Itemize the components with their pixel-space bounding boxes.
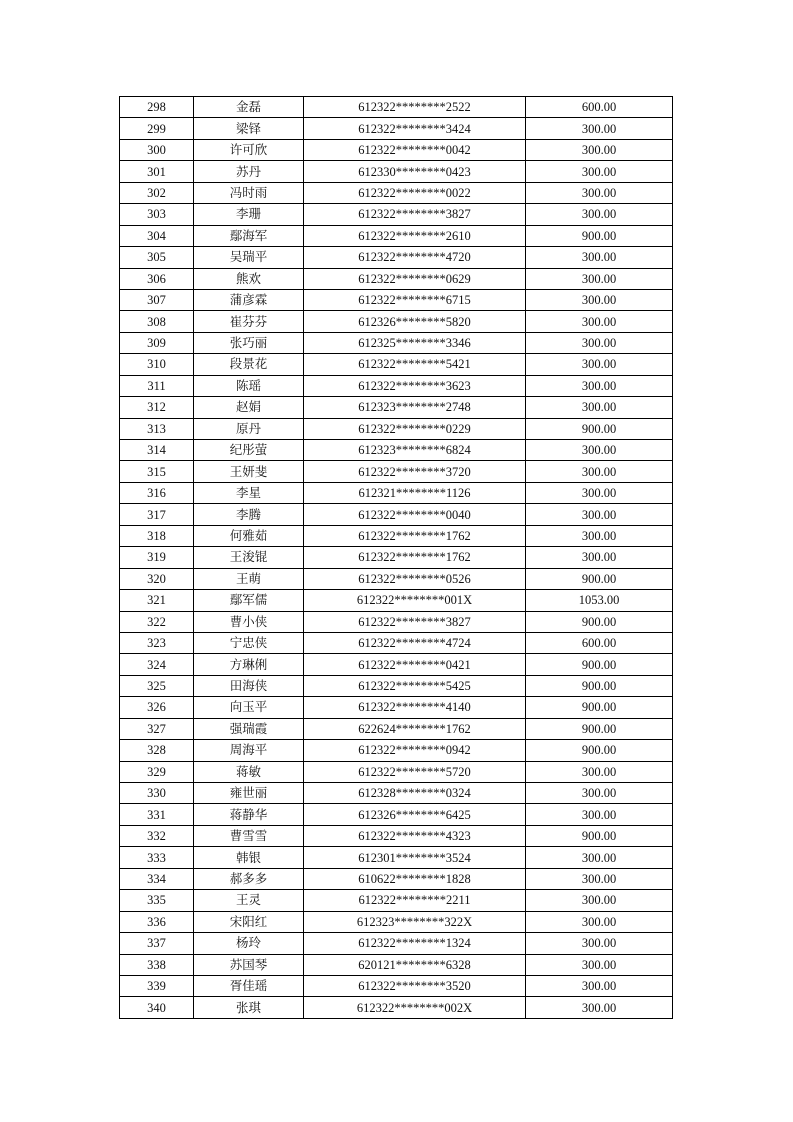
amount-cell: 300.00	[526, 461, 673, 482]
name-cell: 段景花	[194, 354, 304, 375]
name-cell: 冯时雨	[194, 182, 304, 203]
table-row	[120, 825, 673, 846]
amount-cell: 600.00	[526, 97, 673, 118]
table-row	[120, 418, 673, 439]
table-row	[120, 139, 673, 160]
table-row	[120, 847, 673, 868]
table-row	[120, 525, 673, 546]
table-row	[120, 204, 673, 225]
name-cell: 苏丹	[194, 161, 304, 182]
row-number-cell: 307	[120, 289, 194, 310]
amount-cell: 900.00	[526, 568, 673, 589]
name-cell: 张琪	[194, 997, 304, 1018]
table-row	[120, 118, 673, 139]
amount-cell: 900.00	[526, 740, 673, 761]
table-row	[120, 804, 673, 825]
row-number-cell: 310	[120, 354, 194, 375]
row-number-cell: 302	[120, 182, 194, 203]
table-row	[120, 740, 673, 761]
amount-cell: 300.00	[526, 375, 673, 396]
table-row	[120, 440, 673, 461]
table-row	[120, 375, 673, 396]
row-number-cell: 338	[120, 954, 194, 975]
name-cell: 何雅茹	[194, 525, 304, 546]
name-cell: 熊欢	[194, 268, 304, 289]
id-number-cell: 612322********0040	[304, 504, 526, 525]
name-cell: 王萌	[194, 568, 304, 589]
amount-cell: 1053.00	[526, 590, 673, 611]
row-number-cell: 312	[120, 397, 194, 418]
id-number-cell: 612322********0229	[304, 418, 526, 439]
roster-table	[119, 96, 673, 1019]
row-number-cell: 318	[120, 525, 194, 546]
id-number-cell: 612322********0022	[304, 182, 526, 203]
id-number-cell: 612322********5720	[304, 761, 526, 782]
name-cell: 宋阳红	[194, 911, 304, 932]
id-number-cell: 612322********0042	[304, 139, 526, 160]
row-number-cell: 321	[120, 590, 194, 611]
row-number-cell: 309	[120, 332, 194, 353]
amount-cell: 300.00	[526, 890, 673, 911]
amount-cell: 900.00	[526, 611, 673, 632]
id-number-cell: 612322********0942	[304, 740, 526, 761]
row-number-cell: 308	[120, 311, 194, 332]
row-number-cell: 339	[120, 975, 194, 996]
amount-cell: 900.00	[526, 825, 673, 846]
table-row	[120, 161, 673, 182]
amount-cell: 300.00	[526, 289, 673, 310]
row-number-cell: 335	[120, 890, 194, 911]
id-number-cell: 612322********3720	[304, 461, 526, 482]
name-cell: 吴瑞平	[194, 247, 304, 268]
name-cell: 张巧丽	[194, 332, 304, 353]
table-row	[120, 975, 673, 996]
roster-table-body	[120, 97, 673, 1019]
id-number-cell: 612323********6824	[304, 440, 526, 461]
row-number-cell: 299	[120, 118, 194, 139]
name-cell: 王浚锟	[194, 547, 304, 568]
id-number-cell: 612328********0324	[304, 783, 526, 804]
row-number-cell: 332	[120, 825, 194, 846]
name-cell: 蒋敏	[194, 761, 304, 782]
id-number-cell: 612301********3524	[304, 847, 526, 868]
amount-cell: 300.00	[526, 783, 673, 804]
amount-cell: 900.00	[526, 654, 673, 675]
row-number-cell: 337	[120, 933, 194, 954]
table-row	[120, 718, 673, 739]
name-cell: 鄢军儒	[194, 590, 304, 611]
table-row	[120, 97, 673, 118]
name-cell: 曹小侠	[194, 611, 304, 632]
id-number-cell: 612322********3424	[304, 118, 526, 139]
id-number-cell: 612322********4720	[304, 247, 526, 268]
amount-cell: 300.00	[526, 440, 673, 461]
id-number-cell: 610622********1828	[304, 868, 526, 889]
id-number-cell: 612322********1762	[304, 525, 526, 546]
id-number-cell: 612326********5820	[304, 311, 526, 332]
name-cell: 王灵	[194, 890, 304, 911]
name-cell: 郝多多	[194, 868, 304, 889]
name-cell: 周海平	[194, 740, 304, 761]
amount-cell: 300.00	[526, 975, 673, 996]
row-number-cell: 330	[120, 783, 194, 804]
name-cell: 杨玲	[194, 933, 304, 954]
amount-cell: 300.00	[526, 397, 673, 418]
id-number-cell: 612322********0421	[304, 654, 526, 675]
table-row	[120, 911, 673, 932]
row-number-cell: 320	[120, 568, 194, 589]
row-number-cell: 298	[120, 97, 194, 118]
name-cell: 许可欣	[194, 139, 304, 160]
name-cell: 原丹	[194, 418, 304, 439]
name-cell: 向玉平	[194, 697, 304, 718]
amount-cell: 300.00	[526, 161, 673, 182]
id-number-cell: 612322********2610	[304, 225, 526, 246]
amount-cell: 300.00	[526, 804, 673, 825]
amount-cell: 300.00	[526, 311, 673, 332]
row-number-cell: 315	[120, 461, 194, 482]
id-number-cell: 612322********002X	[304, 997, 526, 1018]
table-row	[120, 568, 673, 589]
name-cell: 蒋静华	[194, 804, 304, 825]
row-number-cell: 324	[120, 654, 194, 675]
name-cell: 陈瑶	[194, 375, 304, 396]
name-cell: 蒲彦霖	[194, 289, 304, 310]
row-number-cell: 325	[120, 675, 194, 696]
name-cell: 赵娟	[194, 397, 304, 418]
id-number-cell: 612322********3520	[304, 975, 526, 996]
table-row	[120, 397, 673, 418]
name-cell: 李珊	[194, 204, 304, 225]
id-number-cell: 612322********3827	[304, 204, 526, 225]
amount-cell: 300.00	[526, 504, 673, 525]
amount-cell: 300.00	[526, 847, 673, 868]
amount-cell: 300.00	[526, 525, 673, 546]
id-number-cell: 612323********2748	[304, 397, 526, 418]
table-row	[120, 289, 673, 310]
table-row	[120, 675, 673, 696]
table-row	[120, 761, 673, 782]
id-number-cell: 612321********1126	[304, 482, 526, 503]
id-number-cell: 612322********0526	[304, 568, 526, 589]
row-number-cell: 301	[120, 161, 194, 182]
amount-cell: 300.00	[526, 954, 673, 975]
name-cell: 崔芬芬	[194, 311, 304, 332]
id-number-cell: 612322********5425	[304, 675, 526, 696]
table-row	[120, 890, 673, 911]
table-row	[120, 332, 673, 353]
row-number-cell: 306	[120, 268, 194, 289]
id-number-cell: 612326********6425	[304, 804, 526, 825]
id-number-cell: 612323********322X	[304, 911, 526, 932]
amount-cell: 900.00	[526, 418, 673, 439]
table-row	[120, 225, 673, 246]
row-number-cell: 317	[120, 504, 194, 525]
table-row	[120, 504, 673, 525]
row-number-cell: 319	[120, 547, 194, 568]
amount-cell: 300.00	[526, 139, 673, 160]
id-number-cell: 612322********6715	[304, 289, 526, 310]
row-number-cell: 340	[120, 997, 194, 1018]
name-cell: 宁忠侠	[194, 632, 304, 653]
id-number-cell: 612325********3346	[304, 332, 526, 353]
amount-cell: 900.00	[526, 697, 673, 718]
row-number-cell: 329	[120, 761, 194, 782]
amount-cell: 300.00	[526, 354, 673, 375]
row-number-cell: 326	[120, 697, 194, 718]
id-number-cell: 612322********4140	[304, 697, 526, 718]
row-number-cell: 304	[120, 225, 194, 246]
table-row	[120, 482, 673, 503]
table-row	[120, 611, 673, 632]
id-number-cell: 622624********1762	[304, 718, 526, 739]
amount-cell: 300.00	[526, 997, 673, 1018]
name-cell: 王妍斐	[194, 461, 304, 482]
name-cell: 李腾	[194, 504, 304, 525]
id-number-cell: 612322********001X	[304, 590, 526, 611]
row-number-cell: 327	[120, 718, 194, 739]
name-cell: 鄢海军	[194, 225, 304, 246]
row-number-cell: 316	[120, 482, 194, 503]
table-row	[120, 354, 673, 375]
table-row	[120, 954, 673, 975]
amount-cell: 300.00	[526, 868, 673, 889]
amount-cell: 300.00	[526, 911, 673, 932]
id-number-cell: 612322********3827	[304, 611, 526, 632]
id-number-cell: 612330********0423	[304, 161, 526, 182]
id-number-cell: 612322********0629	[304, 268, 526, 289]
table-row	[120, 461, 673, 482]
id-number-cell: 612322********4724	[304, 632, 526, 653]
row-number-cell: 313	[120, 418, 194, 439]
table-row	[120, 547, 673, 568]
table-row	[120, 654, 673, 675]
amount-cell: 300.00	[526, 933, 673, 954]
amount-cell: 300.00	[526, 482, 673, 503]
amount-cell: 300.00	[526, 182, 673, 203]
row-number-cell: 300	[120, 139, 194, 160]
name-cell: 雍世丽	[194, 783, 304, 804]
id-number-cell: 612322********1762	[304, 547, 526, 568]
amount-cell: 900.00	[526, 675, 673, 696]
table-row	[120, 268, 673, 289]
id-number-cell: 612322********3623	[304, 375, 526, 396]
table-row	[120, 933, 673, 954]
name-cell: 金磊	[194, 97, 304, 118]
name-cell: 胥佳瑶	[194, 975, 304, 996]
row-number-cell: 322	[120, 611, 194, 632]
id-number-cell: 612322********1324	[304, 933, 526, 954]
amount-cell: 300.00	[526, 118, 673, 139]
id-number-cell: 612322********2211	[304, 890, 526, 911]
amount-cell: 900.00	[526, 225, 673, 246]
amount-cell: 300.00	[526, 204, 673, 225]
table-row	[120, 868, 673, 889]
amount-cell: 300.00	[526, 547, 673, 568]
row-number-cell: 305	[120, 247, 194, 268]
name-cell: 韩银	[194, 847, 304, 868]
name-cell: 田海侠	[194, 675, 304, 696]
table-row	[120, 632, 673, 653]
row-number-cell: 328	[120, 740, 194, 761]
amount-cell: 300.00	[526, 761, 673, 782]
row-number-cell: 334	[120, 868, 194, 889]
amount-cell: 300.00	[526, 332, 673, 353]
name-cell: 苏国琴	[194, 954, 304, 975]
id-number-cell: 620121********6328	[304, 954, 526, 975]
table-row	[120, 247, 673, 268]
row-number-cell: 333	[120, 847, 194, 868]
table-row	[120, 997, 673, 1018]
amount-cell: 600.00	[526, 632, 673, 653]
row-number-cell: 303	[120, 204, 194, 225]
name-cell: 李星	[194, 482, 304, 503]
table-row	[120, 590, 673, 611]
amount-cell: 300.00	[526, 247, 673, 268]
id-number-cell: 612322********2522	[304, 97, 526, 118]
name-cell: 曹雪雪	[194, 825, 304, 846]
name-cell: 梁铎	[194, 118, 304, 139]
amount-cell: 900.00	[526, 718, 673, 739]
row-number-cell: 311	[120, 375, 194, 396]
row-number-cell: 323	[120, 632, 194, 653]
table-row	[120, 311, 673, 332]
row-number-cell: 336	[120, 911, 194, 932]
amount-cell: 300.00	[526, 268, 673, 289]
name-cell: 纪彤萤	[194, 440, 304, 461]
name-cell: 强瑞霞	[194, 718, 304, 739]
id-number-cell: 612322********5421	[304, 354, 526, 375]
name-cell: 方琳俐	[194, 654, 304, 675]
table-row	[120, 182, 673, 203]
id-number-cell: 612322********4323	[304, 825, 526, 846]
row-number-cell: 314	[120, 440, 194, 461]
table-row	[120, 697, 673, 718]
table-row	[120, 783, 673, 804]
row-number-cell: 331	[120, 804, 194, 825]
